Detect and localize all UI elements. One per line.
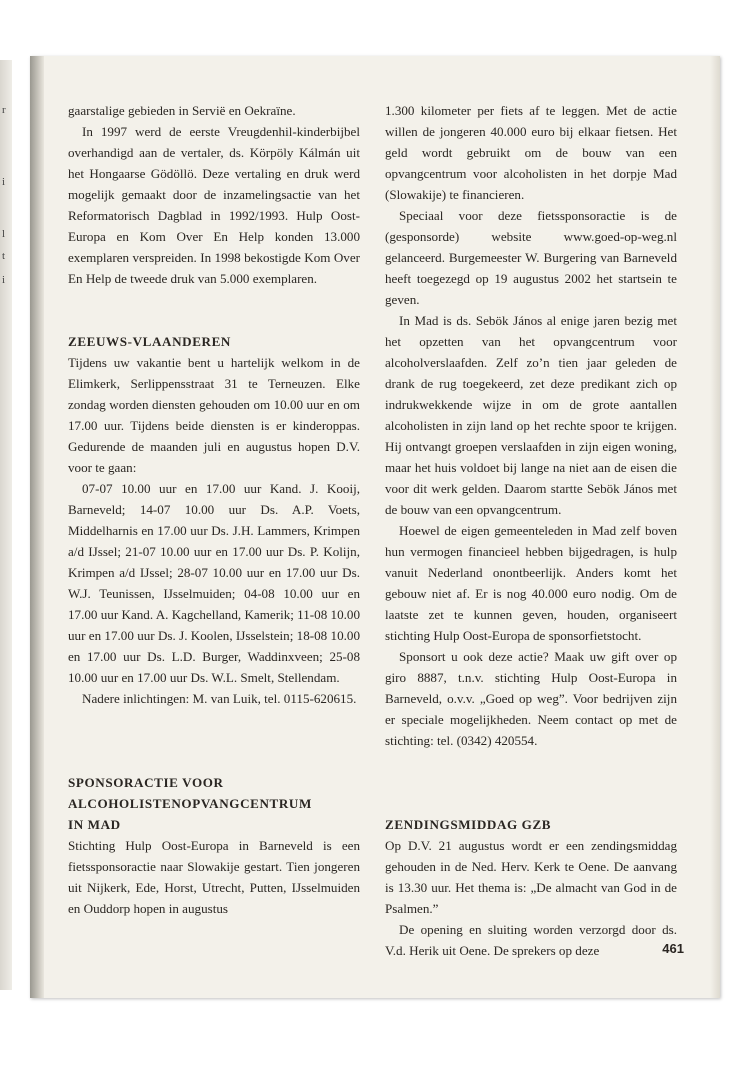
page-number: 461 (662, 941, 684, 956)
paragraph: Speciaal voor deze fietssponsoractie is de (gesponsorde) website www.goed-op-weg.nl gelanceerd. Burgemeester W. Burgering van Barneveld heeft toegezegd op 19 augustus 2002 het startsein te geven. (385, 208, 677, 307)
paragraph: Stichting Hulp Oost-Europa in Barneveld is een fietssponsoractie naar Slowakije gestart. Tien jongeren uit Nijkerk, Ede, Horst, Utrecht, Putten, IJsselmuiden en Ouddorp hopen in augustus (68, 838, 360, 916)
edge-mark: i (2, 274, 6, 286)
edge-mark: t (2, 250, 6, 262)
paragraph: 1.300 kilometer per fiets af te leggen. Met de actie willen de jongeren 40.000 euro bij elkaar fietsen. Het geld wordt gebruikt om de bouw van een opvangcentrum voor alcoholisten in het dorpje Mad (Slowakije) te financieren. (385, 103, 677, 202)
paragraph: Sponsort u ook deze actie? Maak uw gift over op giro 8887, t.n.v. stichting Hulp Oost-Europa in Barneveld, o.v.v. „Goed op weg”. Voor bedrijven zijn er speciale mogelijkheden. Neem contact op met de stichting: tel. (0342) 420554. (385, 649, 677, 748)
edge-mark: l (2, 228, 6, 240)
paragraph: Op D.V. 21 augustus wordt er een zendingsmiddag gehouden in de Ned. Herv. Kerk te Oene. De aanvang is 13.30 uur. Het thema is: „De almacht van God in de Psalmen.” (385, 838, 677, 916)
paragraph: Hoewel de eigen gemeenteleden in Mad zelf boven hun vermogen financieel hebben bijgedragen, is hulp vanuit Nederland onontbeerlijk. Anders komt het gebouw niet af. Er is nog 40.000 euro nodig. Om de laatste zet te kunnen geven, houden, organiseert stichting Hulp Oost-Europa de sponsorfietstocht. (385, 523, 677, 643)
paragraph: Tijdens uw vakantie bent u hartelijk welkom in de Elimkerk, Serlippensstraat 31 te Terneuzen. Elke zondag worden diensten gehouden om 10.00 uur en om 17.00 uur. Tijdens beide diensten is er kinderoppas. Gedurende de maanden juli en augustus hopen D.V. voor te gaan: (68, 355, 360, 475)
left-column (68, 100, 360, 919)
edge-mark: i (2, 176, 6, 188)
section-heading: ZENDINGSMIDDAG GZB (385, 817, 552, 832)
paragraph: De opening en sluiting worden verzorgd door ds. V.d. Herik uit Oene. De sprekers op deze (385, 922, 677, 958)
section-heading: ZEEUWS-VLAANDEREN (68, 334, 231, 349)
adjacent-page-edge (0, 60, 12, 990)
paragraph: 07-07 10.00 uur en 17.00 uur Kand. J. Kooij, Barneveld; 14-07 10.00 uur Ds. A.P. Voets, Middelharnis en 17.00 uur Ds. J.H. Lammers, Krimpen a/d IJssel; 21-07 10.00 uur en 17.00 uur Ds. P. Kolijn, Krimpen a/d IJssel; 28-07 10.00 uur en 17.00 uur Ds. W.J. Teunissen, IJsselmuiden; 04-08 10.00 uur en 17.00 uur Kand. A. Kagchelland, Kamerik; 11-08 10.00 uur en 17.00 uur Ds. J. Koolen, IJsselstein; 18-08 10.00 en 17.00 uur Ds. L.D. Burger, Waddinxveen; 25-08 10.00 uur en 17.00 uur Ds. W.L. Smelt, Stellendam. (68, 481, 360, 685)
paragraph: Nadere inlichtingen: M. van Luik, tel. 0115-620615. (82, 691, 357, 706)
section-heading: SPONSORACTIE VOOR ALCOHOLISTENOPVANGCENTRUM IN MAD (68, 775, 312, 832)
right-column (385, 100, 677, 961)
document-page (30, 56, 720, 998)
paragraph: In Mad is ds. Sebök János al enige jaren bezig met het opzetten van het opvangcentrum voor alcoholverslaafden. Zelf zo’n tien jaar geleden de drank de rug toegekeerd, zet deze predikant zich op indrukwekkende wijze in om de grote aantallen alcoholisten in zijn land op het rechte spoor te krijgen. Hij ontvangt groepen verslaafden in zijn eigen woning, maar het huis voldoet bij lange na niet aan de eisen die voor dit werk gelden. Daarom startte Sebök János met de bouw van een opvangcentrum. (385, 313, 677, 517)
paragraph: gaarstalige gebieden in Servië en Oekraïne. (68, 103, 296, 118)
edge-mark: r (2, 104, 6, 116)
paragraph: In 1997 werd de eerste Vreugdenhil-kinderbijbel overhandigd aan de vertaler, ds. Körpöly Kálmán uit het Hongaarse Gödöllö. Deze vertaling en druk werd mogelijk gemaakt door de inzamelingsactie van het Reformatorisch Dagblad in 1992/1993. Hulp Oost-Europa en Kom Over En Help konden 13.000 exemplaren verspreiden. In 1998 bekostigde Kom Over En Help de tweede druk van 5.000 exemplaren. (68, 124, 360, 286)
